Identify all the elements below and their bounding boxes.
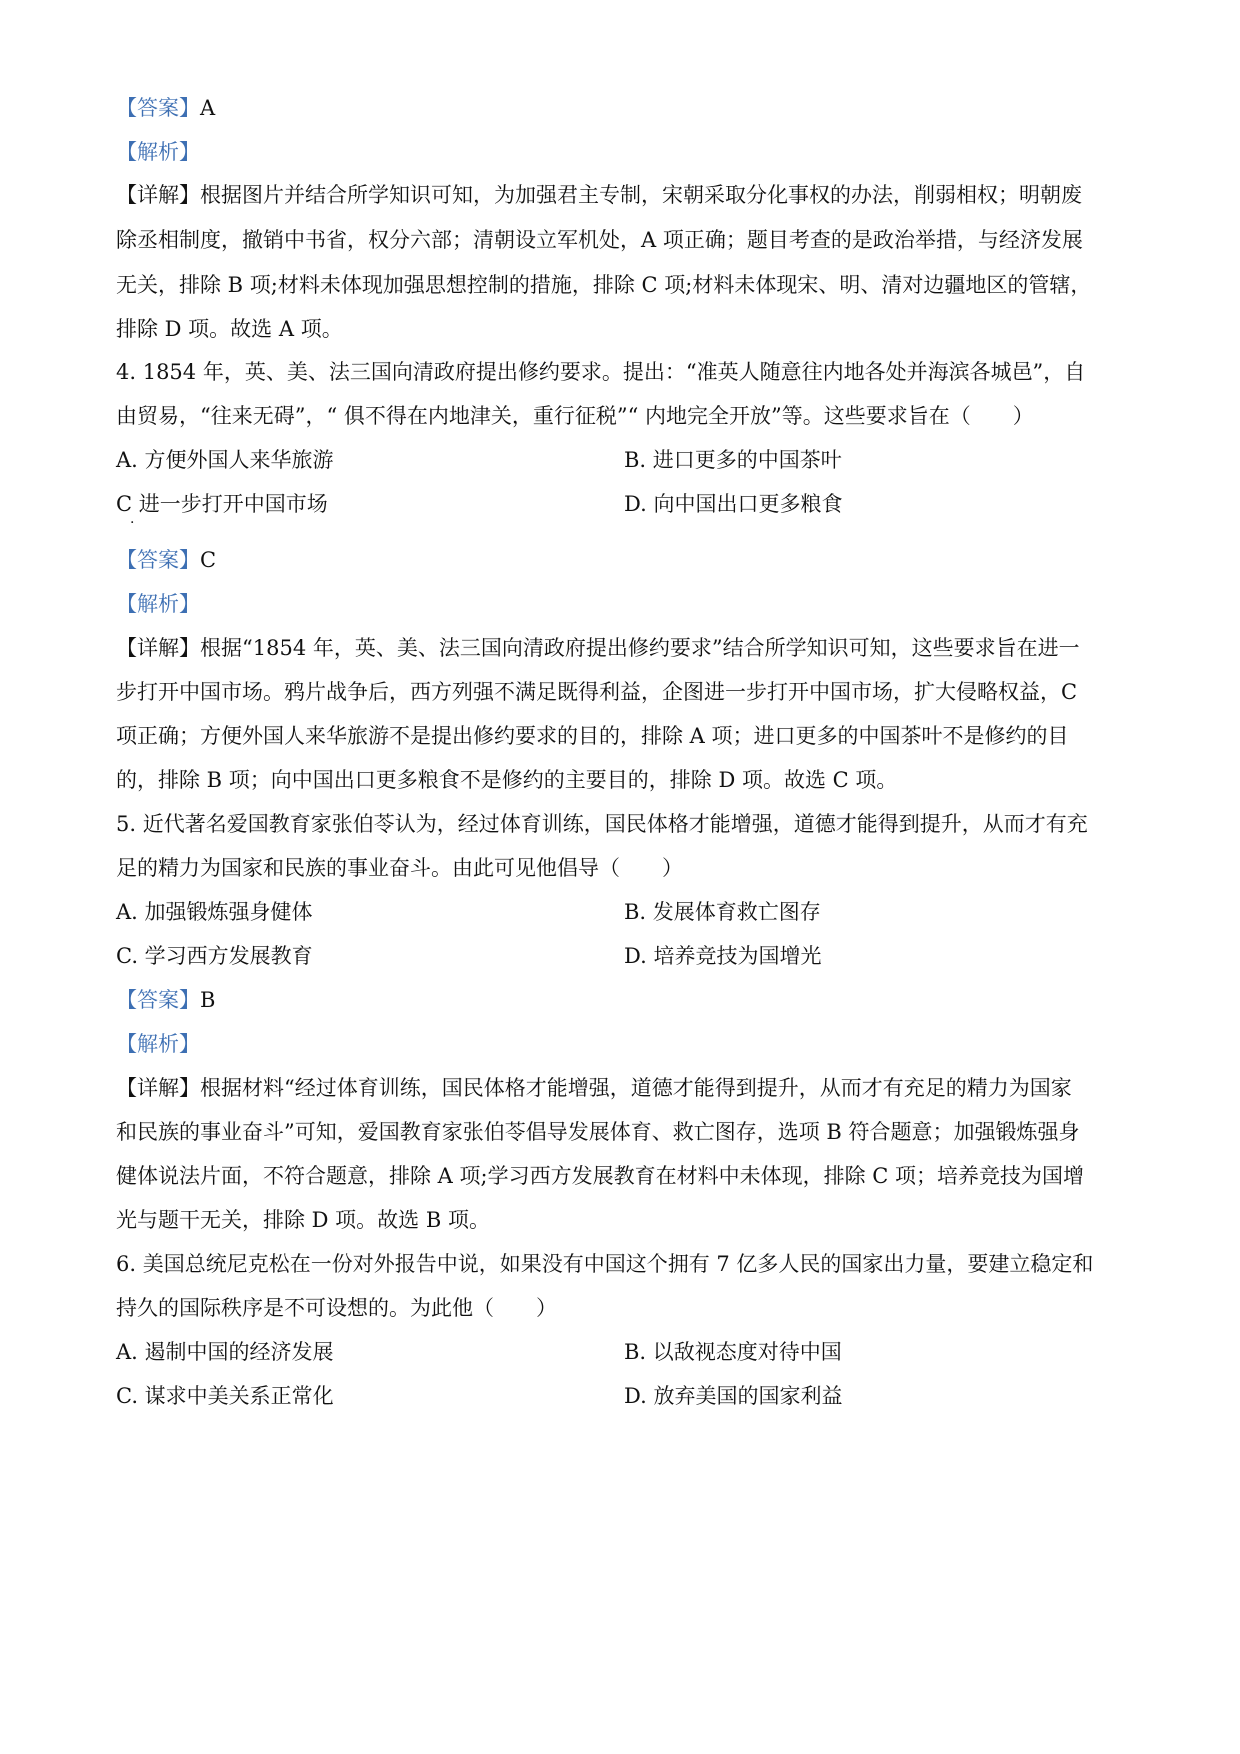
detail-line: 和民族的事业奋斗”可知，爱国教育家张伯苓倡导发展体育、救亡图存，选项 B 符合题意；加强锻炼强身 (116, 1120, 1080, 1144)
option-a: A. 遏制中国的经济发展 (116, 1340, 334, 1364)
detail-label: 【详解】 (116, 636, 200, 660)
question-stem: 足的精力为国家和民族的事业奋斗。由此可见他倡导（ ） (116, 856, 683, 880)
answer-line (116, 93, 215, 123)
answer-line (116, 545, 216, 575)
detail-line (116, 180, 1082, 210)
option-c: C. 学习西方发展教育 (116, 944, 313, 968)
answer-value: A (200, 96, 216, 120)
analysis-label: 【解析】 (116, 592, 200, 616)
option-d: D. 放弃美国的国家利益 (624, 1384, 843, 1408)
option-c: C. 谋求中美关系正常化 (116, 1384, 334, 1408)
option-b: B. 发展体育救亡图存 (624, 900, 821, 924)
detail-label: 【详解】 (116, 183, 200, 207)
option-d: D. 向中国出口更多粮食 (624, 492, 843, 516)
detail-line (116, 633, 1080, 663)
analysis-label: 【解析】 (116, 140, 200, 164)
option-a: A. 加强锻炼强身健体 (116, 900, 313, 924)
analysis-label: 【解析】 (116, 1032, 200, 1056)
question-stem: 持久的国际秩序是不可设想的。为此他（ ） (116, 1296, 557, 1320)
detail-line: 无关，排除 B 项;材料未体现加强思想控制的措施，排除 C 项;材料未体现宋、明、清对边疆地区的管辖， (116, 273, 1092, 297)
option-c: C 进一步打开中国市场 (116, 492, 328, 516)
detail-line: 光与题干无关，排除 D 项。故选 B 项。 (116, 1208, 490, 1232)
detail-line: 步打开中国市场。鸦片战争后，西方列强不满足既得利益，企图进一步打开中国市场，扩大侵略权益，C (116, 680, 1078, 704)
option-a: A. 方便外国人来华旅游 (116, 448, 334, 472)
detail-label: 【详解】 (116, 1076, 200, 1100)
detail-line: 除丞相制度，撤销中书省，权分六部；清朝设立军机处，A 项正确；题目考查的是政治举措，与经济发展 (116, 228, 1083, 252)
detail-line: 的，排除 B 项；向中国出口更多粮食不是修约的主要目的，排除 D 项。故选 C 项。 (116, 768, 898, 792)
question-stem: 6. 美国总统尼克松在一份对外报告中说，如果没有中国这个拥有 7 亿多人民的国家出力量，要建立稳定和 (116, 1252, 1094, 1276)
option-d: D. 培养竞技为国增光 (624, 944, 822, 968)
detail-line: 排除 D 项。故选 A 项。 (116, 317, 343, 341)
detail-line: 项正确；方便外国人来华旅游不是提出修约要求的目的，排除 A 项；进口更多的中国茶叶不是修约的目 (116, 724, 1069, 748)
answer-label: 【答案】 (116, 96, 200, 120)
answer-line (116, 985, 215, 1015)
answer-value: B (200, 988, 216, 1012)
detail-line (116, 1073, 1072, 1103)
question-stem: 由贸易，“往来无碍”，“ 俱不得在内地津关，重行征税”“ 内地完全开放”等。这些要求旨在（ ） (116, 404, 1034, 428)
detail-text: 根据材料“经过体育训练，国民体格才能增强，道德才能得到提升，从而才有充足的精力为国家 (200, 1076, 1072, 1100)
stray-dot: · (130, 515, 135, 531)
answer-label: 【答案】 (116, 988, 200, 1012)
question-stem: 4. 1854 年，英、美、法三国向清政府提出修约要求。提出：“准英人随意往内地各处并海滨各城邑”，自 (116, 360, 1086, 384)
detail-line: 健体说法片面，不符合题意，排除 A 项;学习西方发展教育在材料中未体现，排除 C 项；培养竞技为国增 (116, 1164, 1085, 1188)
detail-text: 根据“1854 年，英、美、法三国向清政府提出修约要求”结合所学知识可知，这些要求旨在进一 (200, 636, 1080, 660)
answer-label: 【答案】 (116, 548, 200, 572)
answer-value: C (200, 548, 217, 572)
option-b: B. 以敌视态度对待中国 (624, 1340, 842, 1364)
detail-text: 根据图片并结合所学知识可知，为加强君主专制，宋朝采取分化事权的办法，削弱相权；明朝废 (200, 183, 1082, 207)
option-b: B. 进口更多的中国茶叶 (624, 448, 842, 472)
question-stem: 5. 近代著名爱国教育家张伯苓认为，经过体育训练，国民体格才能增强，道德才能得到提升，从而才有充 (116, 812, 1088, 836)
